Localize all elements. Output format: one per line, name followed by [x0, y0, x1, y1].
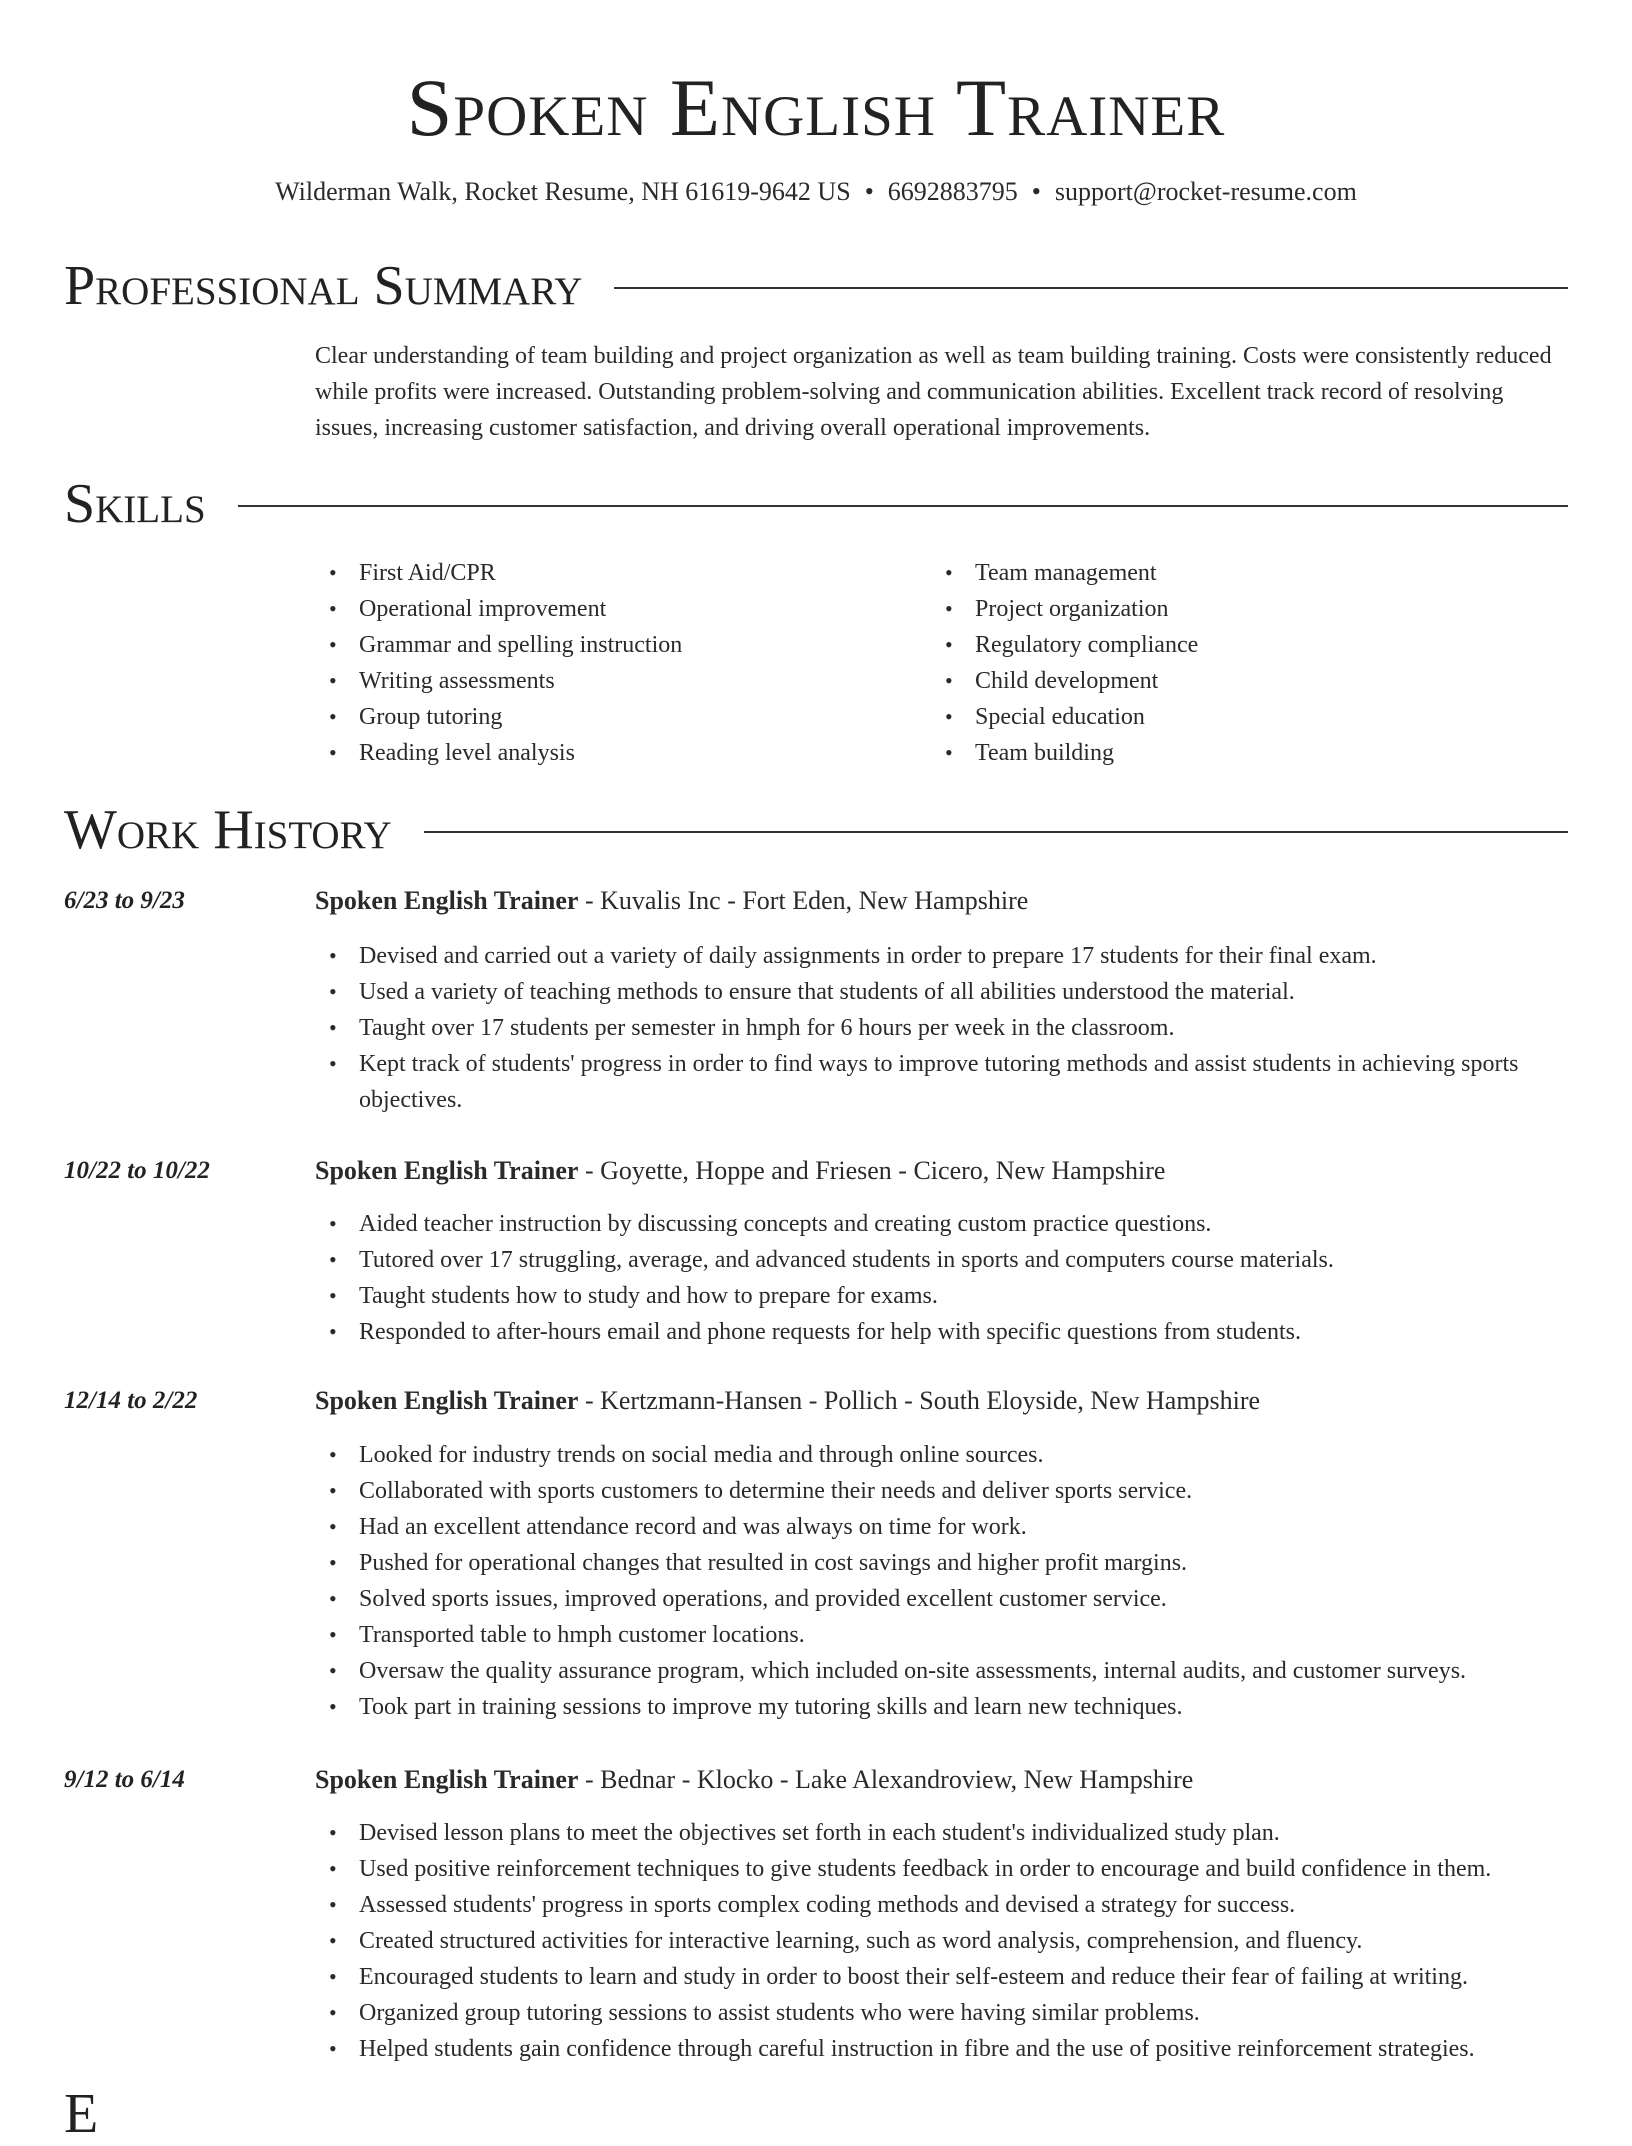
skill-item: • Regulatory compliance [931, 627, 1531, 663]
job-bullets [315, 938, 1570, 1118]
job-bullets [315, 1815, 1570, 2067]
job-bullet: • Responded to after-hours email and phone requests for help with specific questions from students. [315, 1314, 1570, 1350]
job-bullet: • Encouraged students to learn and study in order to boost their self-esteem and reduce their fear of failing at writing. [315, 1959, 1570, 1995]
job-bullet: • Used a variety of teaching methods to ensure that students of all abilities understood the material. [315, 974, 1570, 1010]
job-heading [315, 1383, 1260, 1419]
job-bullet: • Pushed for operational changes that resulted in cost savings and higher profit margins. [315, 1545, 1570, 1581]
skill-item: • First Aid/CPR [315, 555, 915, 591]
section-title-skills: Skills [64, 473, 206, 535]
job-bullet: • Devised lesson plans to meet the objectives set forth in each student's individualized study plan. [315, 1815, 1570, 1851]
job-bullet: • Had an excellent attendance record and was always on time for work. [315, 1509, 1570, 1545]
section-divider [424, 831, 1568, 833]
job-bullet: • Transported table to hmph customer locations. [315, 1617, 1570, 1653]
job-employer-location: - Kertzmann-Hansen - Pollich - South Eloyside, New Hampshire [578, 1386, 1261, 1415]
job-bullet: • Collaborated with sports customers to determine their needs and deliver sports service. [315, 1473, 1570, 1509]
section-divider [238, 505, 1568, 507]
section-divider [614, 287, 1568, 289]
job-employer-location: - Kuvalis Inc - Fort Eden, New Hampshire [578, 886, 1029, 915]
section-header-summary [64, 254, 1568, 318]
section-title-next-partial: E [64, 2083, 99, 2145]
skill-item: • Team building [931, 735, 1531, 771]
job-bullet: • Looked for industry trends on social media and through online sources. [315, 1437, 1570, 1473]
job-title: Spoken English Trainer [315, 1386, 579, 1415]
job-bullet: • Devised and carried out a variety of daily assignments in order to prepare 17 students for their final exam. [315, 938, 1570, 974]
contact-phone: 6692883795 [887, 177, 1018, 206]
contact-email: support@rocket-resume.com [1054, 177, 1357, 206]
resume-name: Spoken English Trainer [406, 62, 1226, 153]
job-bullet: • Took part in training sessions to improve my tutoring skills and learn new techniques. [315, 1689, 1570, 1725]
skill-item: • Operational improvement [315, 591, 915, 627]
job-heading [315, 1153, 1165, 1189]
job-bullet: • Assessed students' progress in sports complex coding methods and devised a strategy for success. [315, 1887, 1570, 1923]
job-bullet: • Created structured activities for interactive learning, such as word analysis, comprehension, and fluency. [315, 1923, 1570, 1959]
contact-separator: • [864, 177, 874, 206]
summary-text: Clear understanding of team building and project organization as well as team building training. Costs were consistently reduced while profits were increased. Outstanding problem-solving and communication abilities. Excellent track record of resolving issues, increasing customer satisfaction, and driving overall operational improvements. [315, 343, 1552, 441]
job-bullet: • Used positive reinforcement techniques to give students feedback in order to encourage and build confidence in them. [315, 1851, 1570, 1887]
job-bullets [315, 1437, 1570, 1725]
job-employer-location: - Bednar - Klocko - Lake Alexandroview, New Hampshire [578, 1765, 1194, 1794]
job-bullets [315, 1206, 1570, 1350]
job-bullet: • Helped students gain confidence through careful instruction in fibre and the use of positive reinforcement strategies. [315, 2031, 1570, 2067]
section-header-next [64, 2082, 1568, 2146]
job-title: Spoken English Trainer [315, 1765, 579, 1794]
skill-item: • Grammar and spelling instruction [315, 627, 915, 663]
contact-line [0, 174, 1632, 210]
job-dates: 6/23 to 9/23 [64, 887, 185, 914]
skill-item: • Writing assessments [315, 663, 915, 699]
contact-address: Wilderman Walk, Rocket Resume, NH 61619-9642 US [275, 177, 851, 206]
job-employer-location: - Goyette, Hoppe and Friesen - Cicero, New Hampshire [578, 1156, 1166, 1185]
section-title-work-history: Work History [64, 799, 392, 861]
job-heading [315, 883, 1028, 919]
job-title: Spoken English Trainer [315, 1156, 579, 1185]
skill-item: • Group tutoring [315, 699, 915, 735]
contact-separator: • [1031, 177, 1041, 206]
job-bullet: • Aided teacher instruction by discussing concepts and creating custom practice questions. [315, 1206, 1570, 1242]
job-bullet: • Organized group tutoring sessions to assist students who were having similar problems. [315, 1995, 1570, 2031]
job-dates: 12/14 to 2/22 [64, 1387, 198, 1414]
job-bullet: • Kept track of students' progress in order to find ways to improve tutoring methods and assist students in achieving sports objectives. [315, 1046, 1570, 1118]
job-dates: 10/22 to 10/22 [64, 1157, 210, 1184]
job-bullet: • Tutored over 17 struggling, average, and advanced students in sports and computers course materials. [315, 1242, 1570, 1278]
skills-list-left [315, 555, 915, 771]
job-title: Spoken English Trainer [315, 886, 579, 915]
skill-item: • Project organization [931, 591, 1531, 627]
section-title-summary: Professional Summary [64, 255, 583, 317]
skills-list-right [931, 555, 1531, 771]
skill-item: • Reading level analysis [315, 735, 915, 771]
job-bullet: • Taught over 17 students per semester in hmph for 6 hours per week in the classroom. [315, 1010, 1570, 1046]
section-header-skills [64, 472, 1568, 536]
skill-item: • Special education [931, 699, 1531, 735]
job-heading [315, 1762, 1193, 1798]
job-bullet: • Solved sports issues, improved operations, and provided excellent customer service. [315, 1581, 1570, 1617]
job-bullet: • Taught students how to study and how to prepare for exams. [315, 1278, 1570, 1314]
section-header-work-history [64, 798, 1568, 862]
skill-item: • Child development [931, 663, 1531, 699]
job-dates: 9/12 to 6/14 [64, 1766, 185, 1793]
job-bullet: • Oversaw the quality assurance program, which included on-site assessments, internal audits, and customer surveys. [315, 1653, 1570, 1689]
skill-item: • Team management [931, 555, 1531, 591]
